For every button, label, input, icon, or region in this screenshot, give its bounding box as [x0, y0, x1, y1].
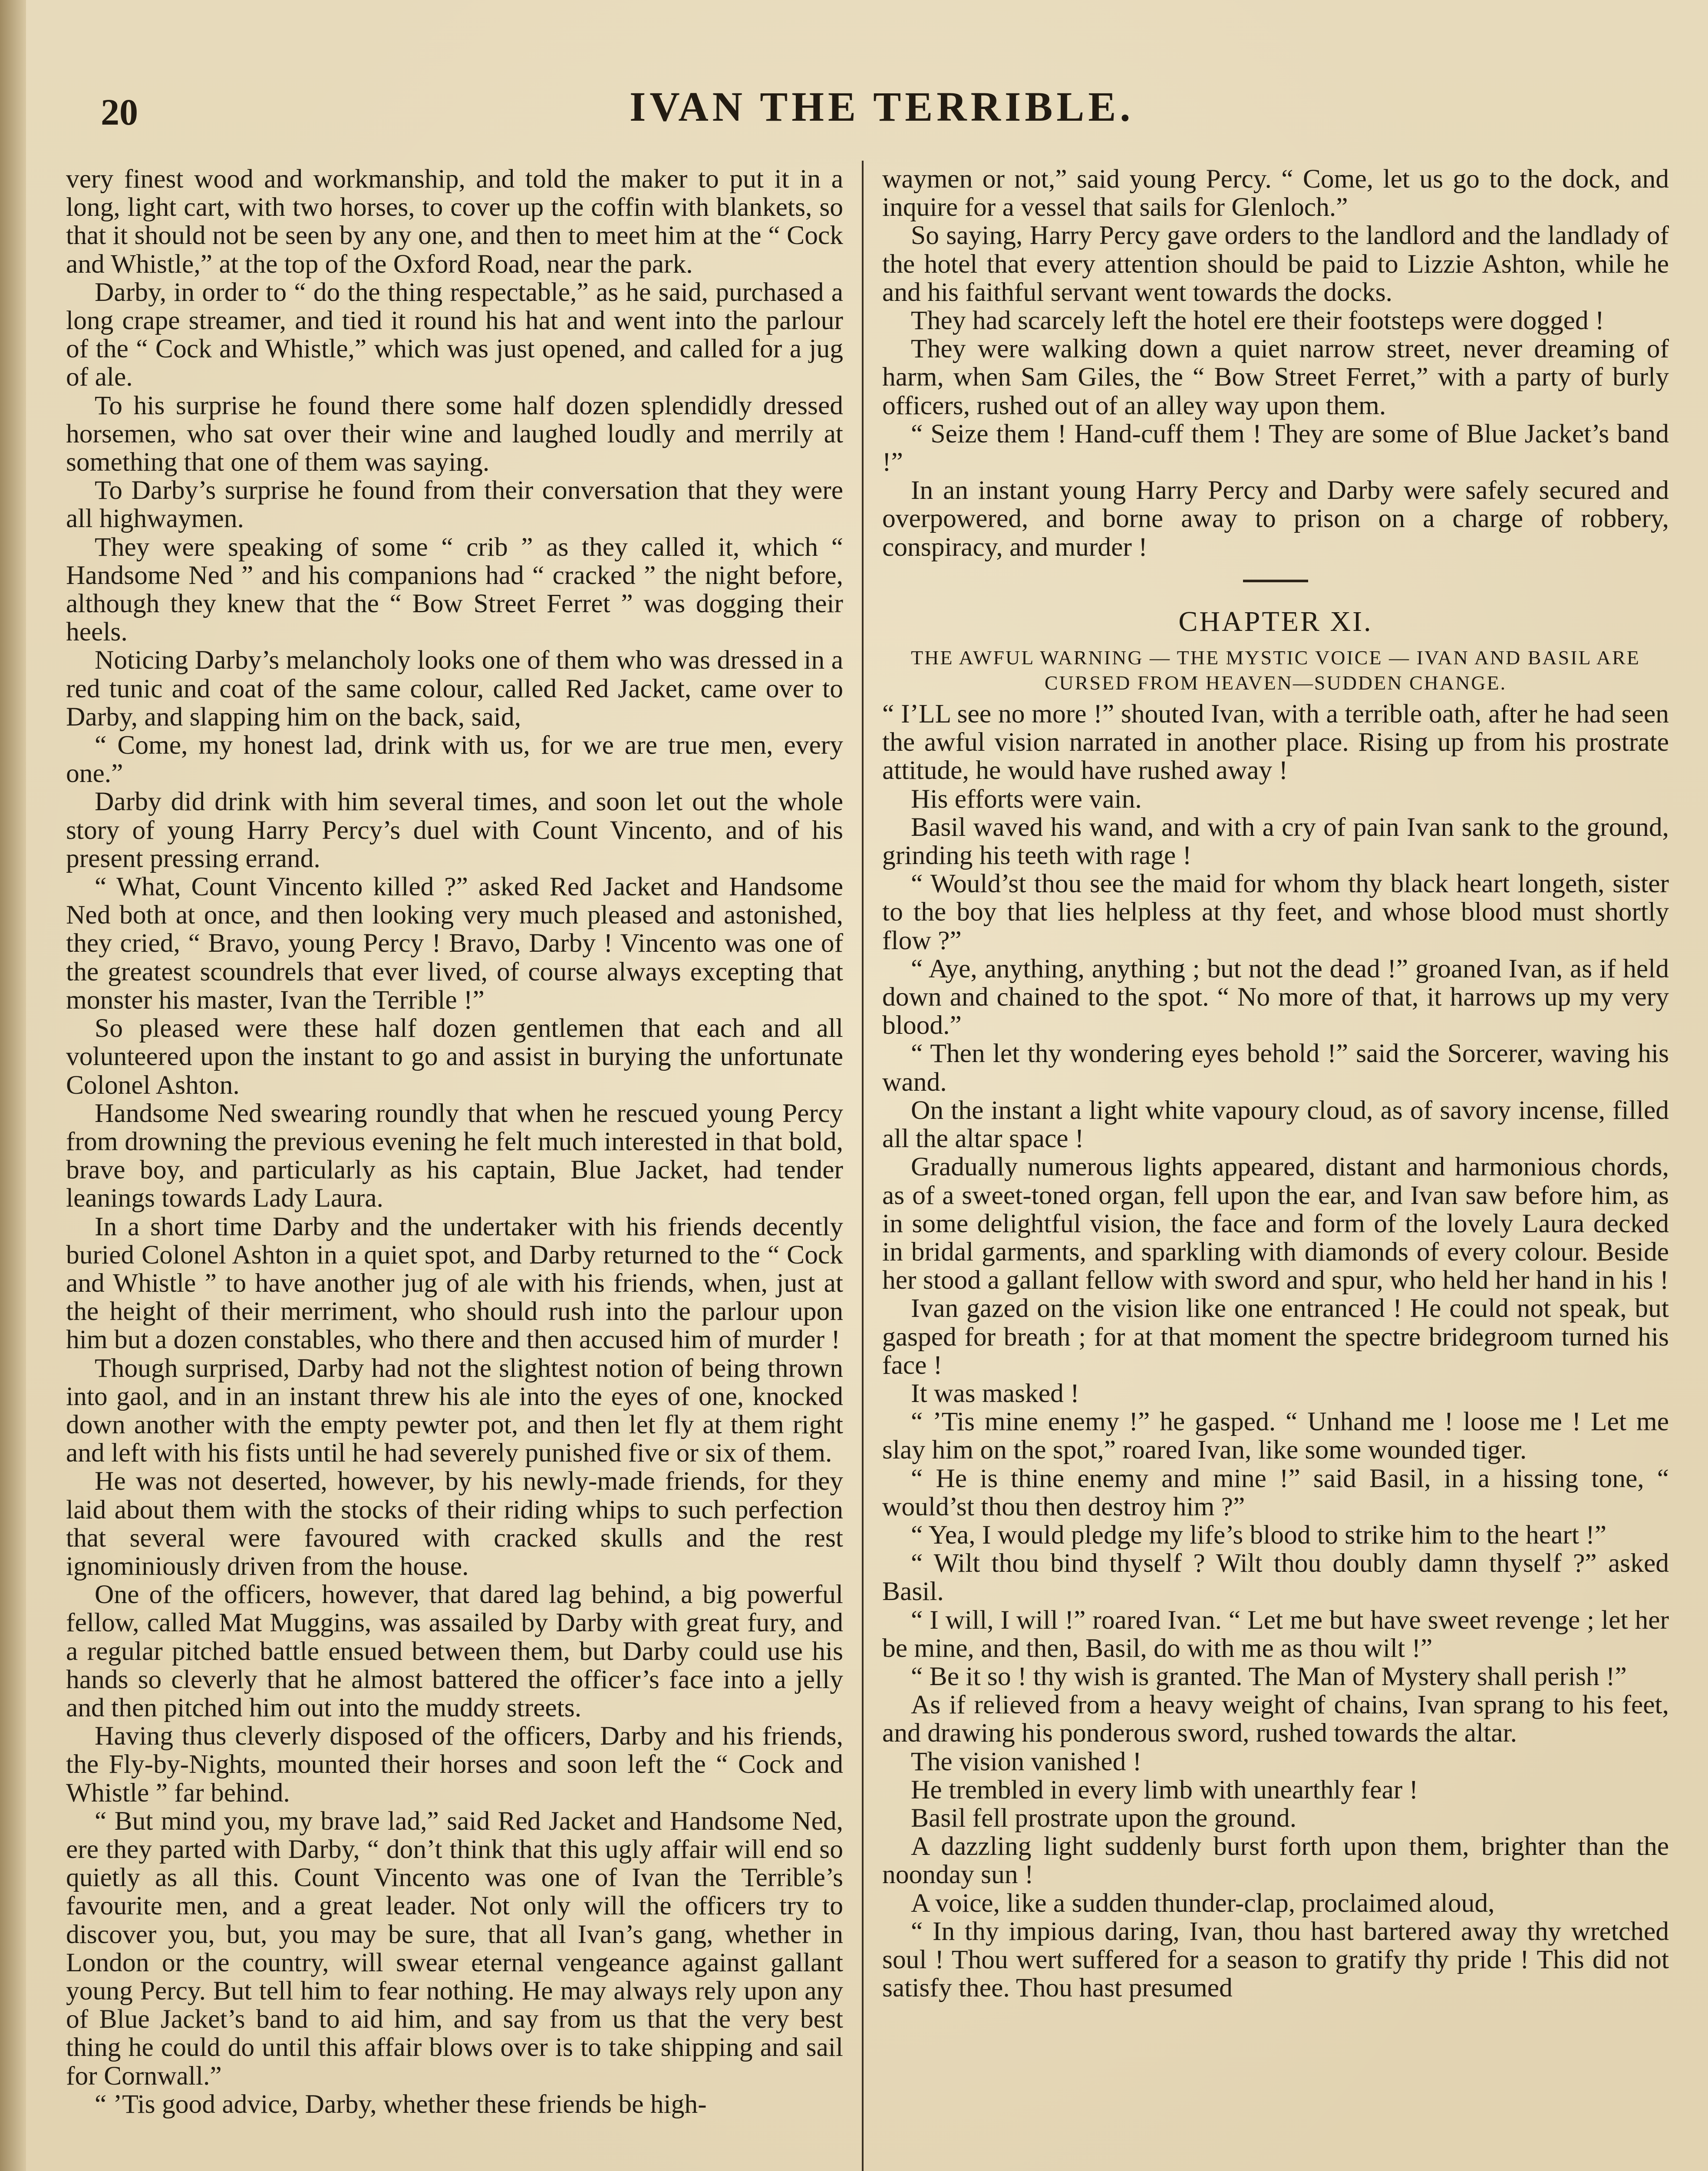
paragraph: waymen or not,” said young Percy. “ Come, let us go to the dock, and inquire for a vessel that sails for Glenloch.” — [882, 165, 1669, 222]
paragraph: It was masked ! — [911, 1378, 1079, 1408]
paragraph: To Darby’s surprise he found from their conversation that they were all highwaymen. — [66, 475, 843, 534]
paragraph: Basil fell prostrate upon the ground. — [911, 1803, 1297, 1833]
paragraph: Gradually numerous lights appeared, distant and harmonious chords, as of a sweet-toned organ, fell upon the ear, and Ivan saw before him, as in some delightful vision, the face and form of the lovely Laura decked in bridal garments, and sparkling with diamonds of every colour. Beside her stood a gallant fellow with sword and spur, who held her hand in his ! — [882, 1152, 1669, 1295]
chapter-text — [882, 700, 1669, 2002]
paragraph: They were walking down a quiet narrow street, never dreaming of harm, when Sam Giles, the “ Bow Street Ferret,” with a party of burly officers, rushed out of an alley way upon them. — [882, 334, 1669, 420]
paragraph: In a short time Darby and the undertaker with his friends decently buried Colonel Ashton in a quiet spot, and Darby returned to the “ Cock and Whistle ” to have another jug of ale with his friends, when, just at the height of their merriment, who should rush into the parlour upon him but a dozen constables, who there and then accused him of murder ! — [66, 1211, 843, 1355]
paragraph: “ I will, I will !” roared Ivan. “ Let me but have sweet revenge ; let her be mine, and then, Basil, do with me as thou wilt !” — [882, 1605, 1669, 1663]
chapter-divider-rule — [1243, 580, 1308, 582]
paragraph: On the instant a light white vapoury cloud, as of savory incense, filled all the altar space ! — [882, 1095, 1669, 1154]
right-column-story — [882, 165, 1669, 561]
left-column — [66, 165, 843, 2171]
paragraph: Having thus cleverly disposed of the officers, Darby and his friends, the Fly-by-Nights, mounted their horses and soon left the “ Cock and Whistle ” far behind. — [66, 1721, 843, 1808]
paragraph: So pleased were these half dozen gentlemen that each and all volunteered upon the instant to go and assist in burying the unfortunate Colonel Ashton. — [66, 1013, 843, 1100]
page-binding-edge — [0, 0, 26, 2171]
paragraph: “ ’Tis good advice, Darby, whether these friends be high- — [95, 2089, 707, 2119]
paragraph: “ In thy impious daring, Ivan, thou hast bartered away thy wretched soul ! Thou wert suffered for a season to gratify thy pride ! This did not satisfy thee. Thou hast presumed — [882, 1916, 1669, 2003]
paragraph: A dazzling light suddenly burst forth upon them, brighter than the noonday sun ! — [882, 1831, 1669, 1890]
paragraph: Ivan gazed on the vision like one entranced ! He could not speak, but gasped for breath ; for at that moment the spectre bridegroom turned his face ! — [882, 1293, 1669, 1380]
paragraph: “ Then let thy wondering eyes behold !” said the Sorcerer, waving his wand. — [882, 1039, 1669, 1097]
paragraph: In an instant young Harry Percy and Darby were safely secured and overpowered, and borne away to prison on a charge of robbery, conspiracy, and murder ! — [882, 475, 1669, 562]
paragraph: “ I’LL see no more !” shouted Ivan, with a terrible oath, after he had seen the awful vision narrated in another place. Rising up from his prostrate attitude, he would have rushed away ! — [882, 699, 1669, 785]
paragraph: Handsome Ned swearing roundly that when he rescued young Percy from drowning the previous evening he felt much interested in that bold, brave boy, and particularly as his captain, Blue Jacket, had tender leanings towards Lady Laura. — [66, 1098, 843, 1213]
right-column — [882, 165, 1669, 2171]
paragraph: So saying, Harry Percy gave orders to the landlord and the landlady of the hotel that every attention should be paid to Lizzie Ashton, while he and his faithful servant went towards the docks. — [882, 221, 1669, 307]
paragraph: Darby did drink with him several times, and soon let out the whole story of young Harry Percy’s duel with Count Vincento, and of his present pressing errand. — [66, 787, 843, 873]
paragraph: They had scarcely left the hotel ere their footsteps were dogged ! — [911, 306, 1604, 336]
paragraph: They were speaking of some “ crib ” as they called it, which “ Handsome Ned ” and his companions had “ cracked ” the night before, although they knew that the “ Bow Street Ferret ” was dogging their heels. — [66, 532, 843, 647]
paragraph: “ Seize them ! Hand-cuff them ! They are some of Blue Jacket’s band !” — [882, 419, 1669, 477]
paragraph: “ What, Count Vincento killed ?” asked Red Jacket and Handsome Ned both at once, and then looking very much pleased and astonished, they cried, “ Bravo, young Percy ! Bravo, Darby ! Vincento was one of the greatest scoundrels that ever lived, of course always excepting that monster his master, Ivan the Terrible !” — [66, 872, 843, 1015]
paragraph: “ But mind you, my brave lad,” said Red Jacket and Handsome Ned, ere they parted with Darby, “ don’t think that this ugly affair will end so quietly as all this. Count Vincento was one of Ivan the Terrible’s favourite men, and a great leader. Not only will the officers try to discover you, but, you may be sure, that all Ivan’s gang, whether in London or the country, will swear eternal vengeance against gallant young Percy. But tell him to fear nothing. He may always rely upon any of Blue Jacket’s band to aid him, and say from us that the very best thing he could do until this affair blows over is to take shipping and sail for Cornwall.” — [66, 1806, 843, 2091]
paragraph: A voice, like a sudden thunder-clap, proclaimed aloud, — [911, 1888, 1495, 1918]
page-number: 20 — [101, 91, 138, 133]
paragraph: He trembled in every limb with unearthly fear ! — [911, 1775, 1418, 1805]
paragraph: “ He is thine enemy and mine !” said Basil, in a hissing tone, “ would’st thou then destroy him ?” — [882, 1463, 1669, 1521]
paragraph: He was not deserted, however, by his newly-made friends, for they laid about them with the stocks of their riding whips to such perfection that several were favoured with cracked skulls and the rest ignominiously driven from the house. — [66, 1466, 843, 1581]
paragraph: To his surprise he found there some half dozen splendidly dressed horsemen, who sat over their wine and laughed loudly and merrily at something that one of them was saying. — [66, 390, 843, 477]
paragraph: His efforts were vain. — [911, 784, 1142, 814]
running-title: IVAN THE TERRIBLE. — [630, 83, 1134, 130]
paragraph: One of the officers, however, that dared lag behind, a big powerful fellow, called Mat Muggins, was assailed by Darby with great fury, and a regular pitched battle ensued between them, but Darby could use his hands so cleverly that he almost battered the officer’s face into a jelly and then pitched him out into the muddy streets. — [66, 1580, 843, 1722]
paragraph: “ Would’st thou see the maid for whom thy black heart longeth, sister to the boy that lies helpless at thy feet, and whose blood must shortly flow ?” — [882, 869, 1669, 955]
chapter-summary: THE AWFUL WARNING — THE MYSTIC VOICE — IVAN AND BASIL ARE CURSED FROM HEAVEN—SUDDEN CHANGE. — [911, 647, 1640, 694]
paragraph: “ Yea, I would pledge my life’s blood to strike him to the heart !” — [911, 1520, 1607, 1550]
paragraph: “ Come, my honest lad, drink with us, for we are true men, every one.” — [66, 730, 843, 789]
paragraph: As if relieved from a heavy weight of chains, Ivan sprang to his feet, and drawing his ponderous sword, rushed towards the altar. — [882, 1690, 1669, 1748]
paragraph: “ Be it so ! thy wish is granted. The Man of Mystery shall perish !” — [911, 1661, 1627, 1691]
paragraph: Darby, in order to “ do the thing respectable,” as he said, purchased a long crape streamer, and tied it round his hat and went into the parlour of the “ Cock and Whistle,” which was just opened, and called for a jug of ale. — [66, 277, 843, 392]
paragraph: “ Aye, anything, anything ; but not the dead !” groaned Ivan, as if held down and chained to the spot. “ No more of that, it harrows up my very blood.” — [882, 954, 1669, 1040]
column-divider — [862, 161, 864, 2171]
paragraph: “ Wilt thou bind thyself ? Wilt thou doubly damn thyself ?” asked Basil. — [882, 1548, 1669, 1607]
paragraph: Basil waved his wand, and with a cry of pain Ivan sank to the ground, grinding his teeth with rage ! — [882, 812, 1669, 871]
paragraph: Though surprised, Darby had not the slightest notion of being thrown into gaol, and in an instant threw his ale into the eyes of one, knocked down another with the empty pewter pot, and then let fly at them right and left with his fists until he had severely punished five or six of them. — [66, 1353, 843, 1468]
paragraph: The vision vanished ! — [911, 1746, 1142, 1776]
chapter-heading: CHAPTER XI. — [1178, 605, 1373, 637]
paragraph: “ ’Tis mine enemy !” he gasped. “ Unhand me ! loose me ! Let me slay him on the spot,” roared Ivan, like some wounded tiger. — [882, 1407, 1669, 1465]
paragraph: very finest wood and workmanship, and told the maker to put it in a long, light cart, with two horses, to cover up the coffin with blankets, so that it should not be seen by any one, and then to meet him at the “ Cock and Whistle,” at the top of the Oxford Road, near the park. — [66, 165, 843, 279]
paragraph: Noticing Darby’s melancholy looks one of them who was dressed in a red tunic and coat of the same colour, called Red Jacket, came over to Darby, and slapping him on the back, said, — [66, 645, 843, 732]
